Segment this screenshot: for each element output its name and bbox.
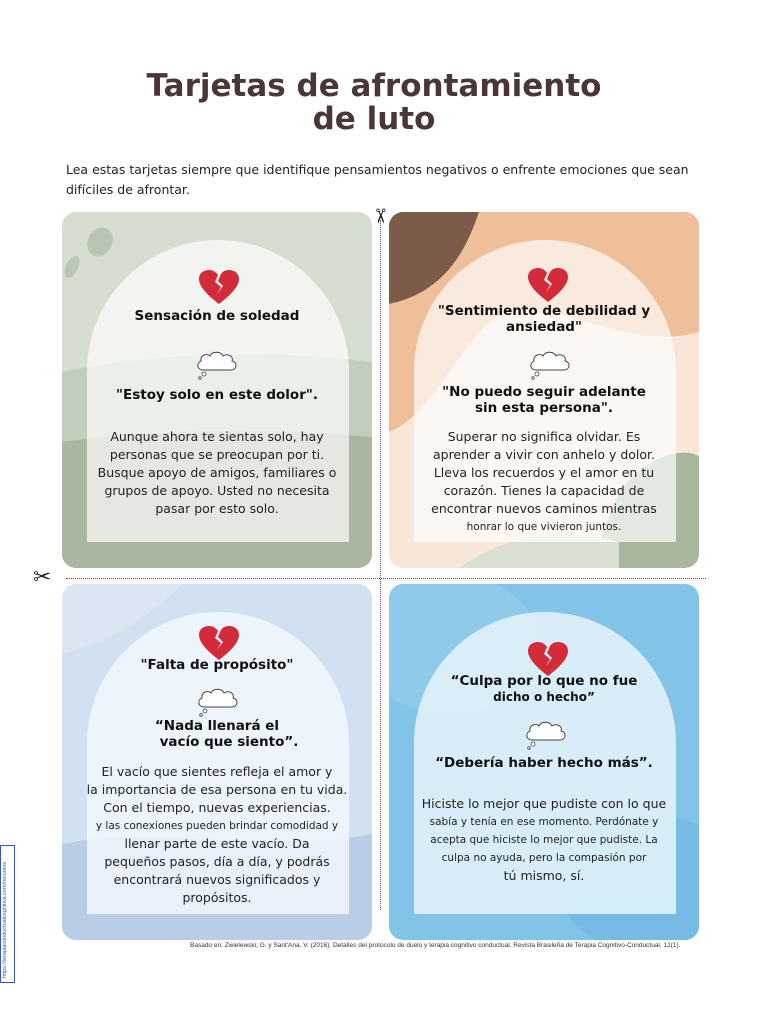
scissors-icon: ✂ (368, 207, 393, 225)
card-body: Aunque ahora te sientas solo, hay personas que se preocupan por ti. Busque apoyo de amigos, familiares o grupos de apoyo. Usted no necesita pasar por esto solo. (97, 429, 337, 516)
intro-text: Lea estas tarjetas siempre que identifique pensamientos negativos o enfrente emociones que sean difíciles de afrontar. (66, 162, 689, 197)
page-title (0, 70, 748, 136)
title-line-2: de luto (312, 101, 436, 137)
card-thought: “Nada llenará el vacío que siento”. (154, 718, 299, 750)
citation-text: Basado en: Zwielewski, G. y Sant'Ana, V. (2016). Detalles del protocolo de duelo y terapia cognitivo conductual. Revista Brasileña de Terapia Cognitivo-Conductual, 12(1). (190, 942, 681, 949)
thought-cloud-icon (523, 718, 569, 752)
card-weakness (389, 212, 699, 568)
card-loneliness (62, 212, 372, 568)
card-body: El vacío que sientes refleja el amor y la importancia de esa persona en tu vida. Con el tiempo, nuevas experiencias. y las conexiones pueden brindar comodidad y llenar parte de este vacío. Da pequeños pasos, día a día, y podrás encontrará nuevos significados y propósitos. (86, 764, 348, 905)
side-link-text[interactable]: https://terapiaconductualcognitiva.com/recursos (2, 861, 8, 978)
card-heading: “Culpa por lo que no fue dicho o hecho” (450, 673, 638, 704)
card-thought: "Estoy solo en este dolor". (115, 387, 319, 403)
card-heading: Sensación de soledad (134, 308, 300, 324)
card-purpose (62, 584, 372, 940)
title-line-1: Tarjetas de afrontamiento (146, 68, 602, 104)
card-guilt (389, 584, 699, 940)
horizontal-cut-line (66, 578, 706, 579)
thought-cloud-icon (194, 348, 240, 382)
card-heading: "Sentimiento de debilidad y ansiedad" (437, 303, 651, 335)
card-heading: "Falta de propósito" (140, 657, 294, 673)
scissors-icon: ✂ (33, 565, 52, 590)
card-body: Superar no significa olvidar. Es aprender a vivir con anhelo y dolor. Lleva los recuerdos y el amor en tu corazón. Tienes la capacidad de encontrar nuevos caminos mientras honrar lo que vivieron juntos. (431, 429, 657, 533)
broken-heart-icon (528, 268, 568, 304)
thought-cloud-icon (527, 348, 573, 382)
card-thought: “Debería haber hecho más”. (435, 755, 653, 771)
thought-cloud-icon (195, 685, 241, 719)
vertical-cut-line (380, 220, 381, 910)
card-thought: "No puedo seguir adelante sin esta persona". (442, 384, 646, 416)
card-body: Hiciste lo mejor que pudiste con lo que sabía y tenía en ese momento. Perdónate y acepta que hiciste lo mejor que pudiste. La culpa no ayuda, pero la compasión por tú mismo, sí. (421, 796, 667, 883)
broken-heart-icon (199, 270, 239, 306)
